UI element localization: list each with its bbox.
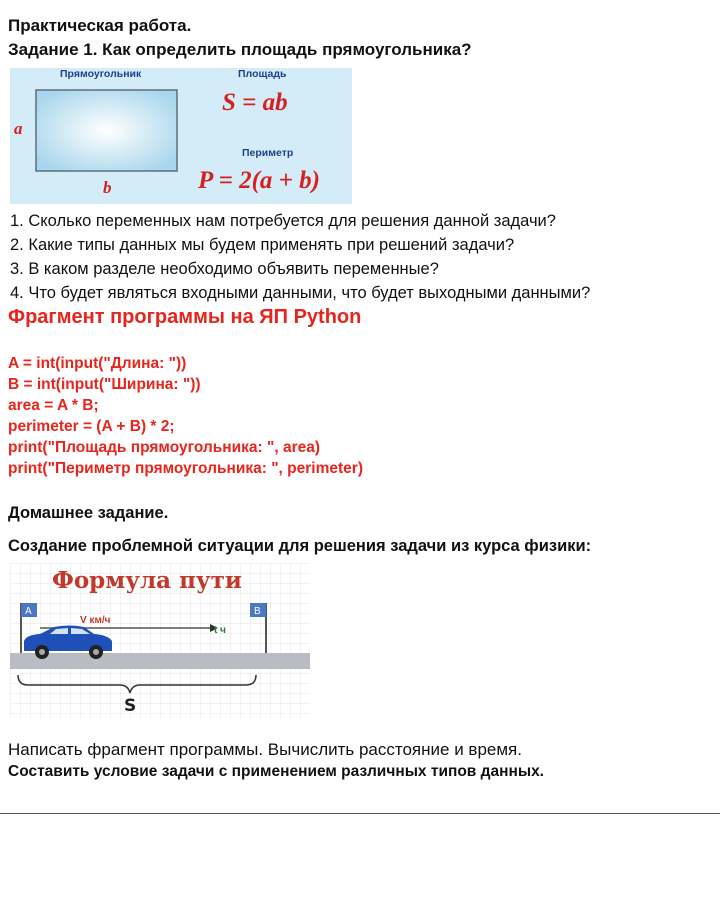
footer-line-1: Написать фрагмент программы. Вычислить расстояние и время. (8, 740, 522, 759)
question-3: 3. В каком разделе необходимо объявить переменные? (10, 260, 439, 278)
label-area: Площадь (238, 68, 287, 80)
flag-a-label: A (25, 606, 32, 617)
code-line-2: B = int(input("Ширина: ")) (8, 376, 201, 393)
road (10, 653, 310, 669)
time-label: t ч (214, 625, 226, 636)
code-line-3: area = A * B; (8, 397, 99, 414)
speed-label: V км/ч (80, 615, 111, 626)
code-line-6: print("Периметр прямоугольника: ", perimeter) (8, 460, 363, 477)
question-1: 1. Сколько переменных нам потребуется для решения данной задачи? (10, 212, 556, 230)
distance-label: S (124, 696, 137, 716)
question-4: 4. Что будет являться входными данными, что будет выходными данными? (10, 284, 591, 302)
code-line-5: print("Площадь прямоугольника: ", area) (8, 439, 321, 456)
question-2: 2. Какие типы данных мы будем применять при решений задачи? (10, 236, 515, 254)
path-formula-figure (10, 563, 310, 718)
divider (0, 813, 720, 814)
formula-perimeter: P = 2(a + b) (198, 167, 320, 194)
homework-title: Домашнее задание. (8, 504, 169, 522)
code-line-1: A = int(input("Длина: ")) (8, 355, 187, 372)
label-perimeter: Периметр (242, 147, 294, 159)
homework-task: Создание проблемной ситуации для решения задачи из курса физики: (8, 537, 592, 555)
code-line-4: perimeter = (A + B) * 2; (8, 418, 175, 435)
footer-line-2: Составить условие задачи с применением различных типов данных. (8, 763, 544, 780)
side-a-label: a (14, 119, 23, 138)
page-title: Практическая работа. (8, 16, 192, 35)
rectangle-formula-figure (10, 68, 352, 204)
task-1-title: Задание 1. Как определить площадь прямоугольника? (8, 40, 472, 59)
code-section-title: Фрагмент программы на ЯП Python (8, 306, 362, 328)
rectangle-shape (36, 90, 177, 171)
flag-b-label: B (254, 606, 261, 617)
formula-area: S = ab (222, 89, 288, 116)
path-figure-title: Формула пути (52, 567, 242, 594)
side-b-label: b (103, 178, 112, 197)
label-rectangle: Прямоугольник (60, 68, 142, 80)
